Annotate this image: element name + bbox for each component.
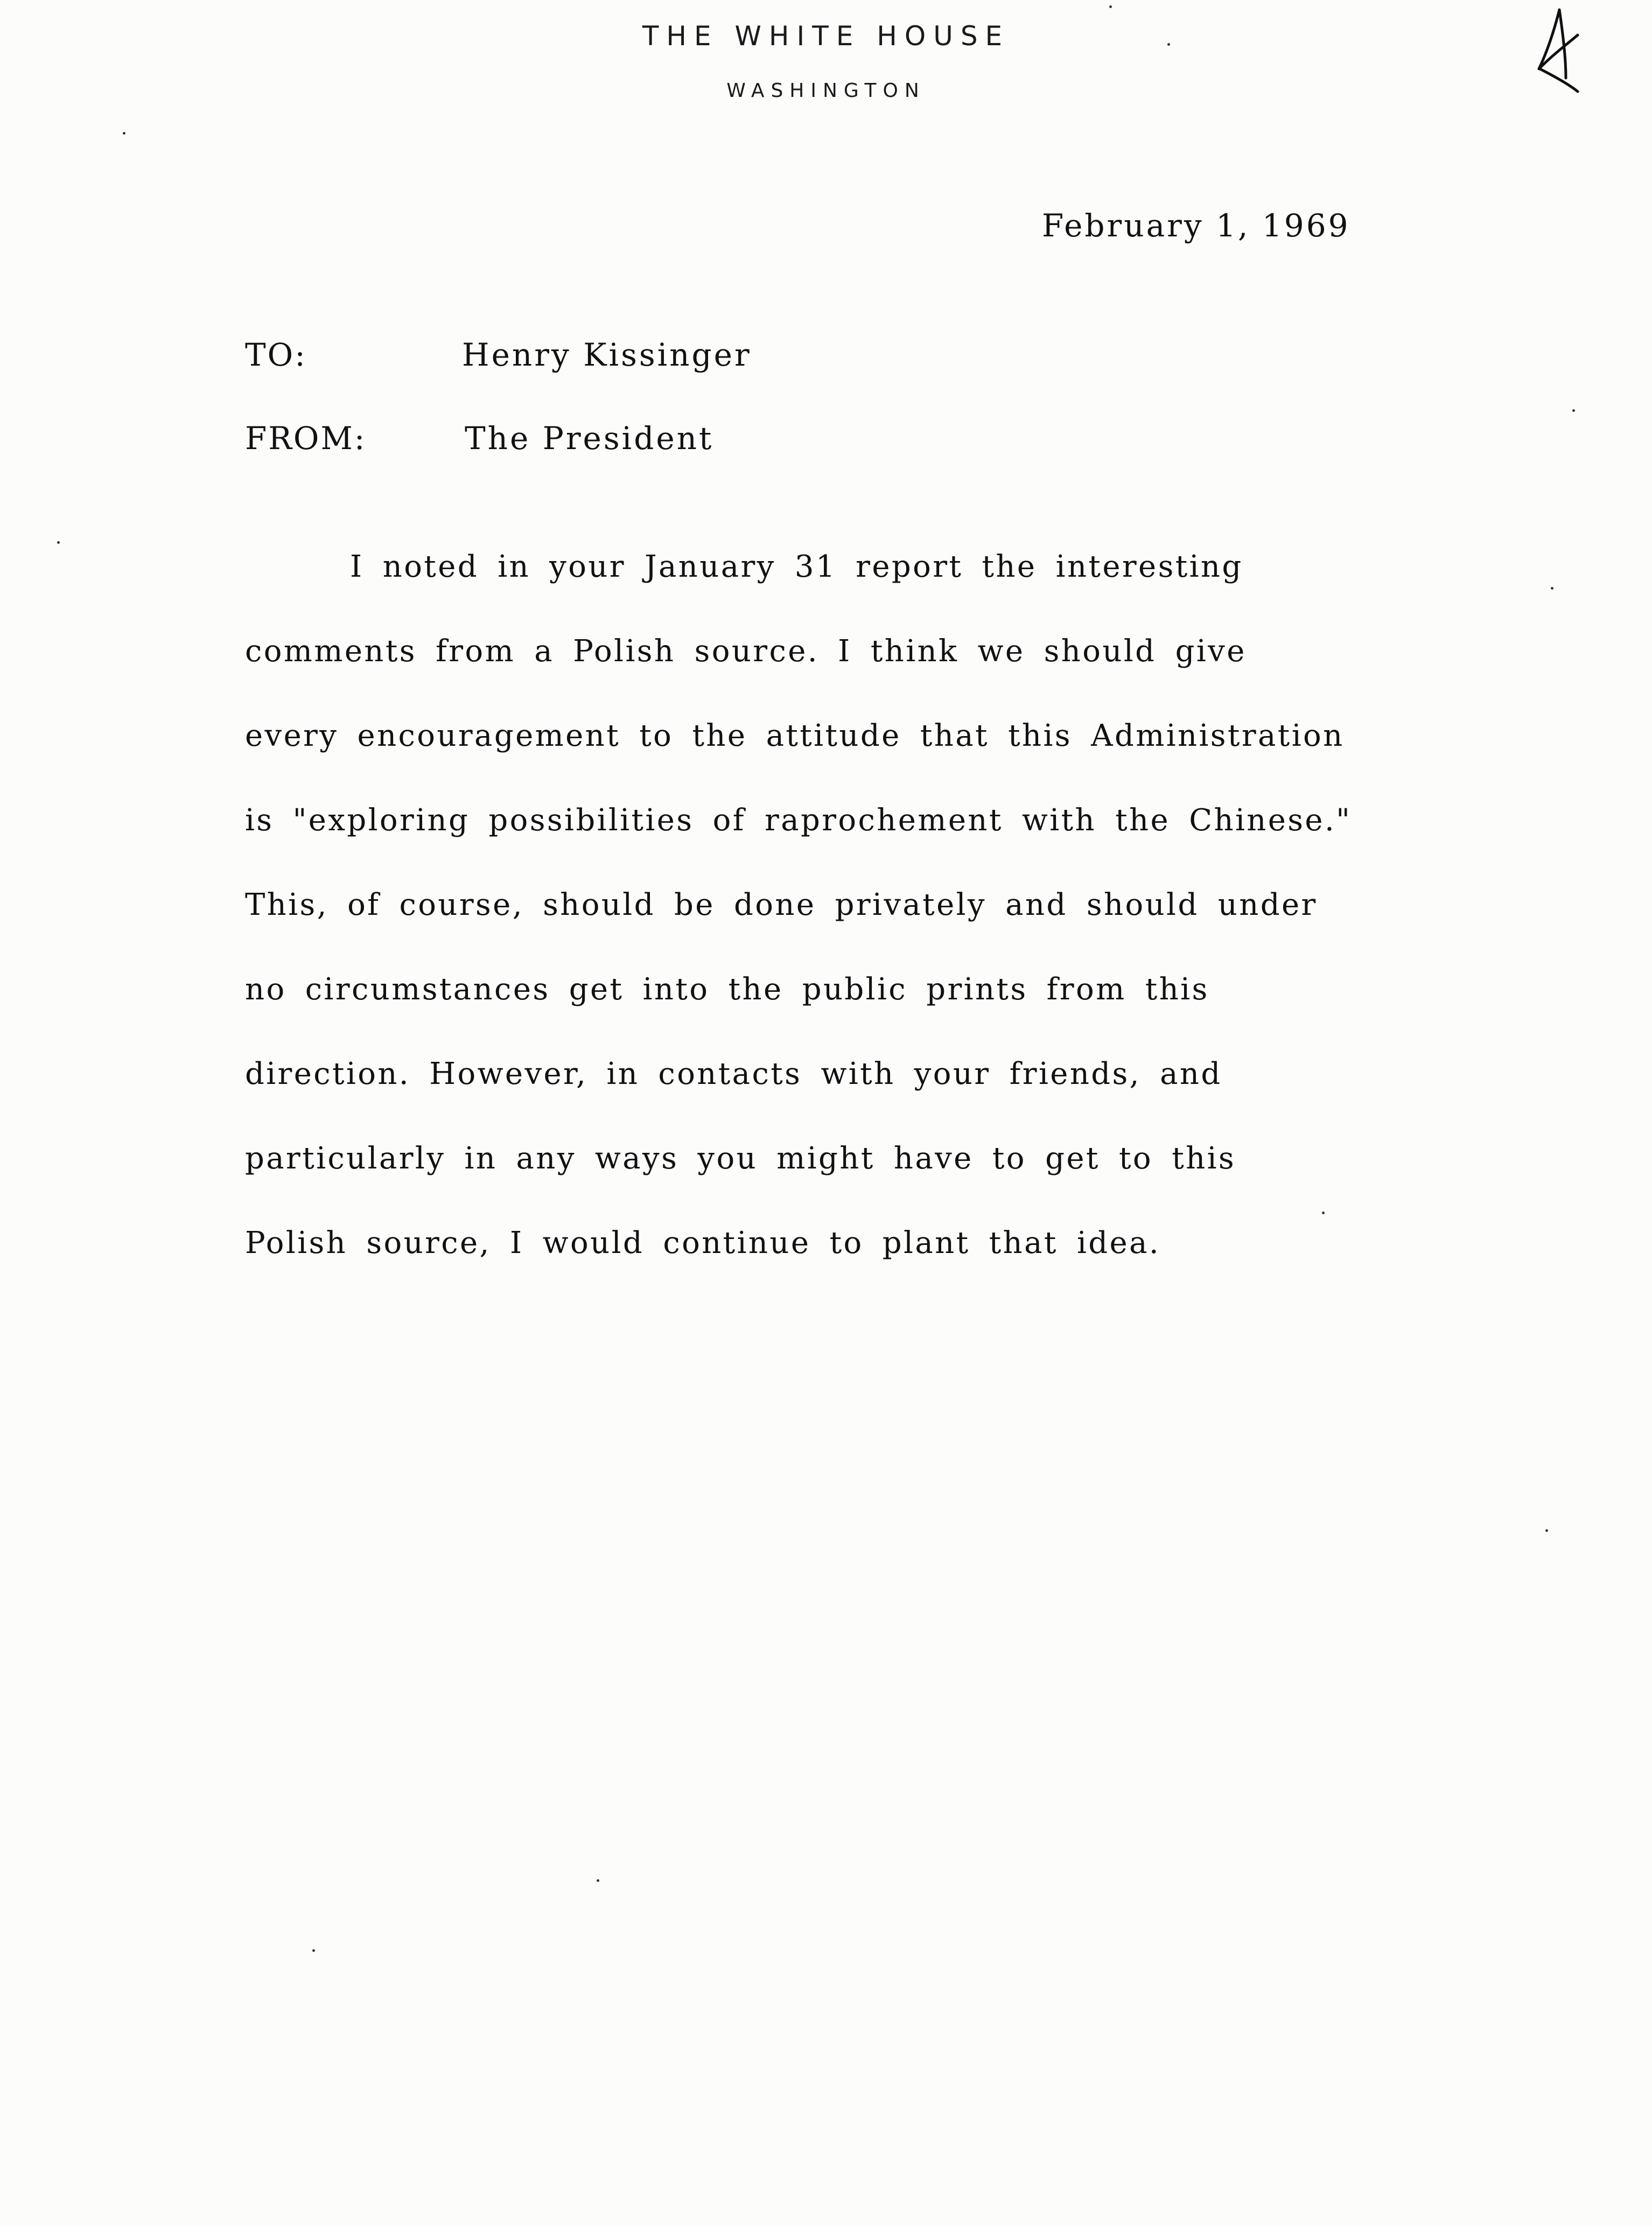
from-label: FROM: bbox=[245, 420, 367, 457]
scan-speck bbox=[312, 1949, 315, 1952]
scan-speck bbox=[1545, 1529, 1548, 1532]
to-label: TO: bbox=[245, 337, 307, 373]
body-line: I noted in your January 31 report the interesting bbox=[350, 549, 1243, 584]
body-line: particularly in any ways you might have to get to this bbox=[245, 1141, 1236, 1176]
scan-speck bbox=[123, 132, 125, 135]
scan-speck bbox=[1551, 587, 1553, 590]
letterhead-city: WASHINGTON bbox=[726, 80, 926, 102]
scan-speck bbox=[1109, 5, 1112, 8]
from-sender: The President bbox=[465, 420, 714, 457]
body-line: comments from a Polish source. I think we should give bbox=[245, 634, 1247, 669]
scan-speck bbox=[597, 1879, 599, 1882]
body-line: every encouragement to the attitude that this Administration bbox=[245, 718, 1345, 753]
letterhead-organization: THE WHITE HOUSE bbox=[642, 20, 1010, 52]
body-line: no circumstances get into the public prints from this bbox=[245, 972, 1209, 1007]
body-line: This, of course, should be done privately and should under bbox=[245, 887, 1318, 922]
scan-speck bbox=[57, 541, 60, 544]
to-recipient: Henry Kissinger bbox=[462, 337, 752, 373]
body-line: direction. However, in contacts with your friends, and bbox=[245, 1056, 1222, 1091]
body-line: is "exploring possibilities of raprochement with the Chinese." bbox=[245, 803, 1352, 838]
scan-speck bbox=[1322, 1212, 1325, 1214]
memo-date: February 1, 1969 bbox=[1042, 207, 1350, 244]
scan-speck bbox=[1167, 43, 1170, 46]
scan-speck bbox=[1572, 409, 1575, 412]
body-line: Polish source, I would continue to plant that idea. bbox=[245, 1226, 1161, 1261]
handwritten-a-mark-icon bbox=[1528, 5, 1587, 97]
